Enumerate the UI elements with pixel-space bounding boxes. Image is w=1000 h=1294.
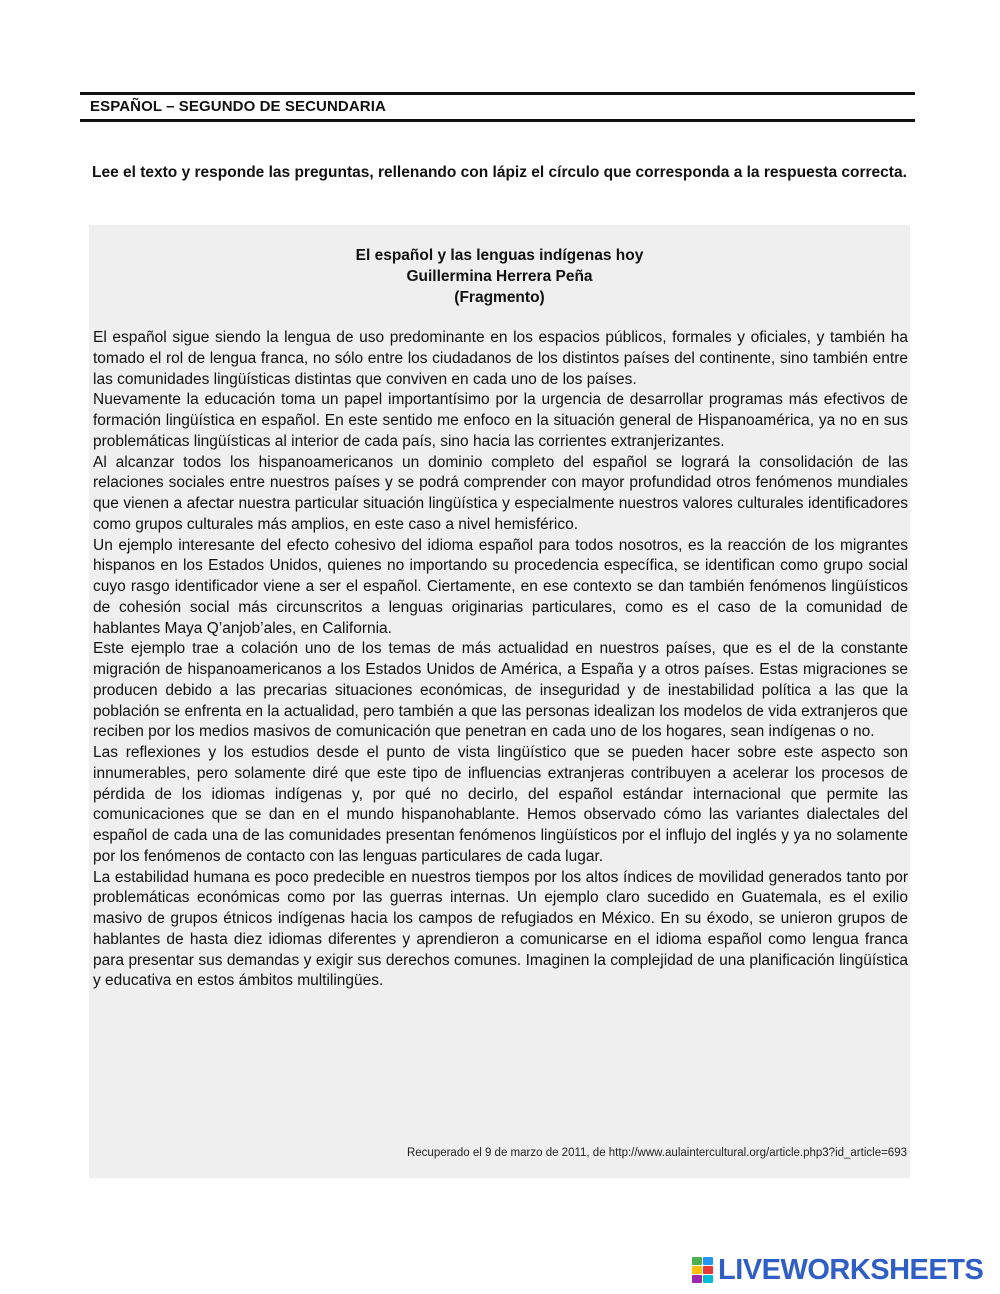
reading-header bbox=[89, 245, 910, 308]
logo-mark-icon bbox=[692, 1257, 714, 1283]
reading-passage-box bbox=[89, 225, 910, 1178]
paragraph: Nuevamente la educación toma un papel importantísimo por la urgencia de desarrollar programas más efectivos de formación lingüística en español. En este sentido me enfoco en la situación general de Hispanoamérica, ya no en sus problemáticas lingüísticas al interior de cada país, sino hacia las corrientes extranjerizantes. bbox=[93, 391, 908, 450]
header-bar bbox=[80, 92, 915, 122]
instructions-text: Lee el texto y responde las preguntas, rellenando con lápiz el círculo que corresponda a la respuesta correcta. bbox=[92, 164, 907, 181]
reading-body bbox=[93, 328, 908, 992]
paragraph: Al alcanzar todos los hispanoamericanos un dominio completo del español se logrará la consolidación de las relaciones sociales entre nuestros países y se podrá comprender con mayor profundidad otros fenómenos mundiales que vienen a afectar nuestra particular situación lingüística y especialmente nuestros valores culturales identificadores como grupos culturales más amplios, en este caso a nivel hemisférico. bbox=[93, 453, 908, 533]
logo-text: LIVEWORKSHEETS bbox=[718, 1254, 984, 1286]
paragraph: Las reflexiones y los estudios desde el punto de vista lingüístico que se pueden hacer sobre este aspecto son innumerables, pero solamente diré que este tipo de influencias extranjeras contribuyen a acelerar los procesos de pérdida de los idiomas indígenas y, por qué no decirlo, del español estándar internacional que permite las comunicaciones que se dan en el mundo hispanohablante. Hemos observado cómo las variantes dialectales del español de cada una de las comunidades presentan fenómenos lingüísticos por el influjo del inglés y ya no solamente por los fenómenos de contacto con las lenguas particulares de cada lugar. bbox=[93, 744, 908, 865]
paragraph: Este ejemplo trae a colación uno de los temas de más actualidad en nuestros países, que es el de la constante migración de hispanoamericanos a los Estados Unidos de América, a España y a otros países. Estas migraciones se producen debido a las precarias situaciones económicas, de inseguridad y de inestabilidad política a las que la población se enfrenta en la actualidad, pero también a que las personas idealizan los modelos de vida extranjeros que reciben por los medios masivos de comunicación que penetran en cada uno de los hogares, sean indígenas o no. bbox=[93, 640, 908, 741]
paragraph: Un ejemplo interesante del efecto cohesivo del idioma español para todos nosotros, es la reacción de los migrantes hispanos en los Estados Unidos, quienes no importando su procedencia específica, se identifican como grupo social cuyo rasgo identificador viene a ser el español. Ciertamente, en ese contexto se dan también fenómenos lingüísticos de cohesión social más circunscritos a lenguas originarias particulares, como es el caso de la comunidad de hablantes Maya Q’anjob’ales, en California. bbox=[93, 536, 908, 637]
source-citation: Recuperado el 9 de marzo de 2011, de http://www.aulaintercultural.org/article.php3?id_article=693 bbox=[406, 1147, 907, 1159]
reading-note: (Fragmento) bbox=[454, 289, 545, 306]
paragraph: El español sigue siendo la lengua de uso predominante en los espacios públicos, formales y oficiales, y también ha tomado el rol de lengua franca, no sólo entre los ciudadanos de los distintos países del continente, sino también entre las comunidades lingüísticas distintas que conviven en cada uno de los países. bbox=[93, 329, 908, 388]
paragraph: La estabilidad humana es poco predecible en nuestros tiempos por los altos índices de movilidad generados tanto por problemáticas económicas como por las guerras internas. Un ejemplo claro sucedido en Guatemala, es el exilio masivo de grupos étnicos indígenas hacia los campos de refugiados en México. En su éxodo, se unieron grupos de hablantes de hasta diez idiomas diferentes y aprendieron a comunicarse en el idioma español como lengua franca para presentar sus demandas y exigir sus derechos comunes. Imaginen la complejidad de una planificación lingüística y educativa en estos ámbitos multilingües. bbox=[93, 868, 908, 990]
reading-title: El español y las lenguas indígenas hoy bbox=[355, 247, 644, 264]
reading-author: Guillermina Herrera Peña bbox=[406, 268, 593, 285]
page-title: ESPAÑOL – SEGUNDO DE SECUNDARIA bbox=[90, 98, 386, 115]
liveworksheets-logo bbox=[692, 1255, 983, 1285]
